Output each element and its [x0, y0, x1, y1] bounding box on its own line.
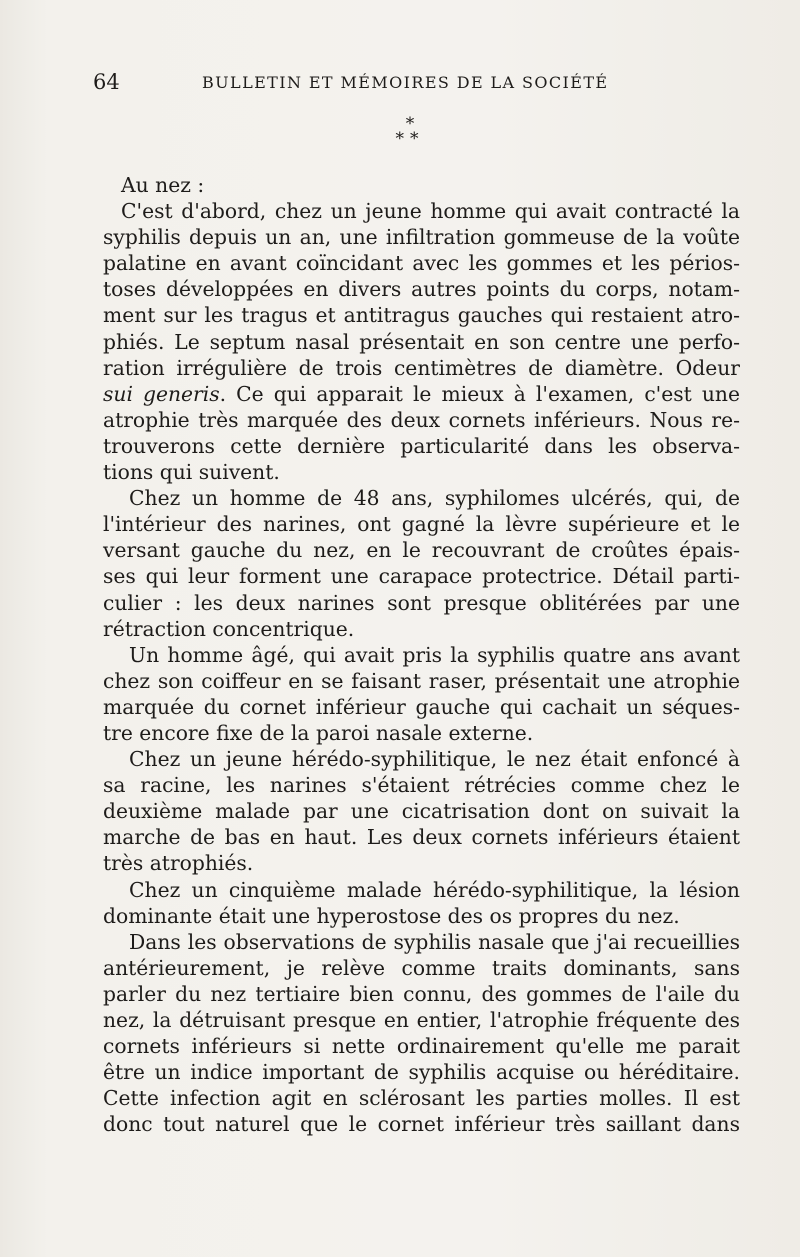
ornament-top: *: [405, 114, 415, 134]
text-line: toses développées en divers autres points du corps, notam-: [103, 277, 740, 302]
text-line: être un indice important de syphilis acquise ou héréditaire.: [103, 1060, 740, 1085]
text-line: nez, la détruisant presque en entier, l'atrophie fréquente des: [103, 1008, 740, 1032]
text-line: Chez un cinquième malade hérédo-syphilitique, la lésion: [129, 877, 740, 902]
text-line: ment sur les tragus et antitragus gauches qui restaient atro-: [103, 303, 740, 328]
text-line: sa racine, les narines s'étaient rétrécies comme chez le: [103, 773, 740, 798]
text-line: trouverons cette dernière particularité dans les observa-: [103, 433, 740, 458]
text-line: marquée du cornet inférieur gauche qui cachait un séques-: [103, 694, 740, 719]
paragraph: [103, 198, 740, 485]
text-line: phiés. Le septum nasal présentait en son centre une perfo-: [103, 329, 740, 354]
text-line: culier : les deux narines sont presque oblitérées par une: [103, 590, 740, 615]
page-number: 64: [93, 70, 120, 94]
text-line: chez son coiffeur en se faisant raser, présentait une atrophie: [103, 668, 740, 693]
text-line: atrophie très marquée des deux cornets inférieurs. Nous re-: [103, 407, 740, 432]
text-line: parler du nez tertiaire bien connu, des gommes de l'aile du: [103, 981, 740, 1006]
text-line: versant gauche du nez, en le recouvrant de croûtes épais-: [103, 538, 740, 563]
paragraph: [103, 642, 740, 746]
ornament-bottom: **: [395, 129, 425, 149]
text-line: Dans les observations de syphilis nasale que j'ai recueillies: [129, 929, 740, 954]
running-head: BULLETIN ET MÉMOIRES DE LA SOCIÉTÉ: [202, 73, 609, 92]
text-line: deuxième malade par une cicatrisation dont on suivait la: [103, 799, 740, 824]
text-line: très atrophiés.: [103, 851, 254, 876]
text-line: donc tout naturel que le cornet inférieur très saillant dans: [103, 1112, 740, 1137]
paragraph: [103, 746, 740, 876]
text-line: ration irrégulière de trois centimètres de diamètre. Odeur: [103, 355, 740, 380]
text-line: Chez un jeune hérédo-syphilitique, le nez était enfoncé à: [129, 747, 740, 772]
text-line: marche de bas en haut. Les deux cornets inférieurs étaient: [103, 825, 740, 850]
text-line: syphilis depuis un an, une infiltration gommeuse de la voûte: [103, 225, 740, 250]
paragraph: [103, 172, 740, 198]
text-line: rétraction concentrique.: [103, 616, 355, 641]
paragraph: [103, 929, 740, 1138]
text-line: Un homme âgé, qui avait pris la syphilis quatre ans avant: [129, 642, 740, 667]
body-text: [103, 172, 740, 1137]
text-line: l'intérieur des narines, ont gagné la lèvre supérieure et le: [103, 512, 740, 537]
paragraph: [103, 485, 740, 642]
text-line: dominante était une hyperostose des os propres du nez.: [103, 903, 680, 928]
latin-phrase: sui generis: [103, 381, 220, 406]
section-heading: Au nez :: [121, 173, 205, 197]
paragraph: [103, 877, 740, 929]
asterism-ornament: [380, 114, 440, 149]
text-line: tre encore fixe de la paroi nasale externe.: [103, 720, 534, 745]
text-line: tions qui suivent.: [103, 460, 280, 485]
text-line: ses qui leur forment une carapace protectrice. Détail parti-: [103, 564, 740, 589]
text-line: C'est d'abord, chez un jeune homme qui avait contracté la: [121, 199, 740, 224]
text-line: cornets inférieurs si nette ordinairement qu'elle me parait: [103, 1034, 740, 1059]
text-line: palatine en avant coïncidant avec les gommes et les périos-: [103, 251, 740, 276]
text-line: Chez un homme de 48 ans, syphilomes ulcérés, qui, de: [129, 486, 740, 511]
text-line: Cette infection agit en sclérosant les parties molles. Il est: [103, 1086, 740, 1111]
text-line: sui generis. Ce qui apparait le mieux à l'examen, c'est une: [103, 381, 740, 406]
text-line: antérieurement, je relève comme traits dominants, sans: [103, 955, 740, 980]
